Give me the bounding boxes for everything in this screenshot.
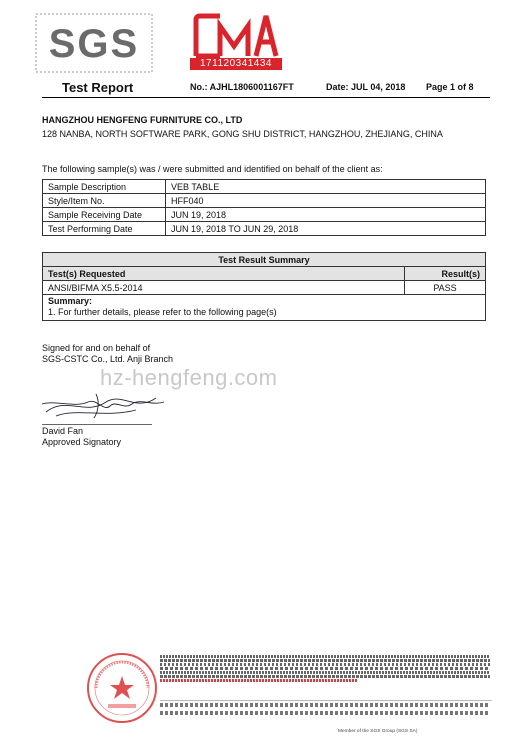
summary-cell [43,295,486,321]
handwritten-signature [36,382,176,422]
signed-on-behalf-line1: Signed for and on behalf of [42,343,151,353]
sample-value: HFF040 [166,194,486,208]
summary-item: 1. For further details, please refer to the following page(s) [48,307,277,317]
sample-label: Test Performing Date [43,222,166,236]
sample-info-table [42,179,486,236]
table-row [43,180,486,194]
signed-on-behalf-line2: SGS-CSTC Co., Ltd. Anji Branch [42,354,174,364]
signer-name: David Fan [42,426,84,436]
signer-title: Approved Signatory [42,437,122,447]
client-address: 128 NANBA, NORTH SOFTWARE PARK, GONG SHU DISTRICT, HANGZHOU, ZHEJIANG, CHINA [42,129,443,139]
summary-label: Summary: [48,296,93,306]
sample-label: Sample Description [43,180,166,194]
client-company: HANGZHOU HENGFENG FURNITURE CO., LTD [42,115,243,125]
sample-value: JUN 19, 2018 [166,208,486,222]
test-result-summary-table [42,252,486,321]
footer-divider [160,700,492,701]
sample-value: VEB TABLE [166,180,486,194]
footer-address-en [160,703,490,707]
report-date: Date: JUL 04, 2018 [326,82,406,92]
footer-address-cn [160,711,490,715]
table-row [43,208,486,222]
summary-title: Test Result Summary [43,253,486,267]
cma-logo-text: CMA [236,12,239,13]
column-header-tests: Test(s) Requested [43,267,405,281]
header-divider [42,97,490,98]
legal-disclaimer [160,654,490,692]
intro-text: The following sample(s) was / were submitted and identified on behalf of the client as: [42,164,383,174]
sgs-logo-text: SGS [48,22,140,66]
column-header-results: Result(s) [405,267,486,281]
cma-number: 171120341434 [190,58,282,70]
sample-label: Sample Receiving Date [43,208,166,222]
table-row [43,222,486,236]
sample-value: JUN 19, 2018 TO JUN 29, 2018 [166,222,486,236]
test-result: PASS [405,281,486,295]
test-name: ANSI/BIFMA X5.5-2014 [43,281,405,295]
watermark-text: hz-hengfeng.com [100,365,278,390]
sgs-group-member-note: Member of the SGS Group (SGS SA) [338,729,418,734]
table-row [43,281,486,295]
report-title: Test Report [62,80,134,95]
page-indicator: Page 1 of 8 [426,82,474,92]
report-number: No.: AJHL1806001167FT [190,82,294,92]
table-row [43,194,486,208]
sgs-logo [34,12,154,74]
signature-line [42,424,152,425]
company-seal-stamp [82,648,162,728]
sample-label: Style/Item No. [43,194,166,208]
